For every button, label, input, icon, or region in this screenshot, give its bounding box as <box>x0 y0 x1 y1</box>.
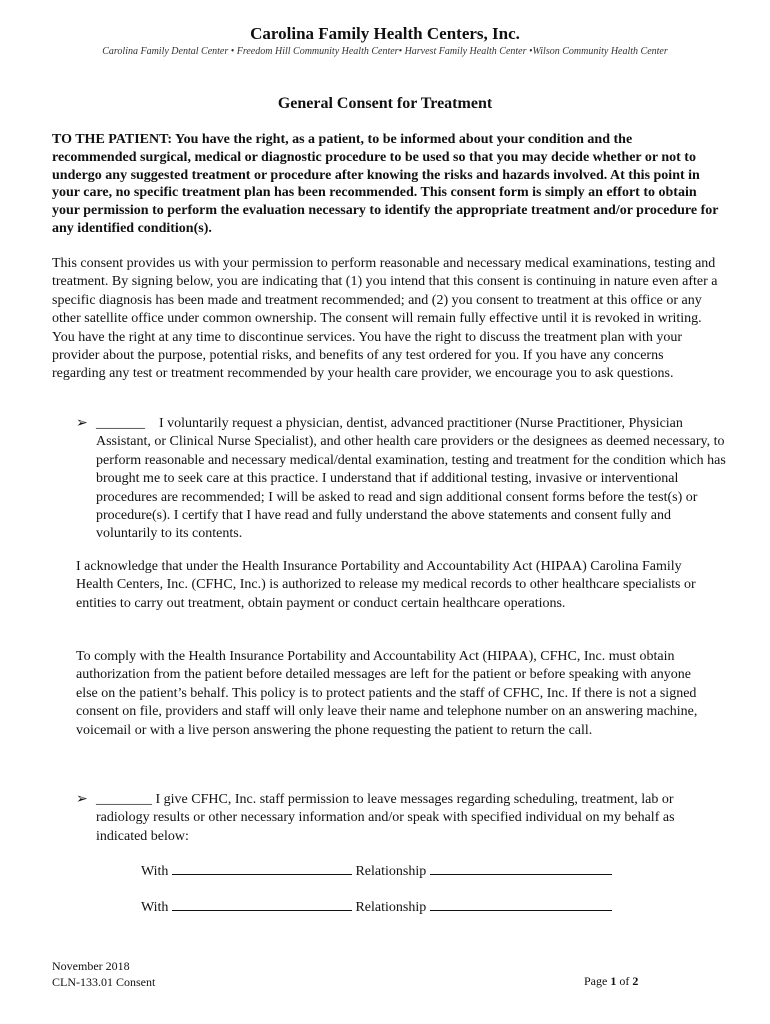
hipaa-release-paragraph: I acknowledge that under the Health Insurance Portability and Accountability Act (HIPAA) Carolina Family Health Centers, Inc. (CFHC, Inc.) is authorized to release my medical records to other healthcare specialists or entities to carry out treatment, obtain payment or conduct certain healthcare operations. <box>76 559 696 611</box>
organization-name: Carolina Family Health Centers, Inc. <box>250 24 520 43</box>
patient-rights-notice: TO THE PATIENT: You have the right, as a patient, to be informed about your condition and the recommended surgical, medical or diagnostic procedure to be used so that you may decide whether or not to undergo any suggested treatment or procedure after knowing the risks and hazards involved. At this point in your care, no specific treatment plan has been recommended. This consent form is simply an effort to obtain your permission to perform the evaluation necessary to identify the appropriate treatment and/or procedure for any identified condition(s). <box>52 132 719 236</box>
contact-row <box>141 862 612 880</box>
footer-info <box>52 958 155 990</box>
revision-date: November 2018 <box>52 959 130 973</box>
page-current: 1 <box>610 974 617 988</box>
relationship-field[interactable] <box>430 898 612 911</box>
contact-row <box>141 898 612 916</box>
hipaa-messages-paragraph: To comply with the Health Insurance Portability and Accountability Act (HIPAA), CFHC, Inc. must obtain authorization from the patient before detailed messages are left for the patient or before speaking with anyone else on the patient’s behalf. This policy is to protect patients and the staff of CFHC, Inc. If there is not a signed consent on file, providers and staff will only leave their name and telephone number on an answering machine, voicemail or with a live person answering the phone requesting the patient to return the call. <box>76 649 698 738</box>
relationship-label: Relationship <box>355 864 427 879</box>
relationship-field[interactable] <box>430 862 612 875</box>
message-permission-text: I give CFHC, Inc. staff permission to leave messages regarding scheduling, treatment, lab or radiology results or other necessary information and/or speak with specified individual on my behalf as indicated below: <box>96 792 675 844</box>
relationship-label: Relationship <box>355 900 427 915</box>
treatment-consent-item <box>76 415 726 544</box>
consent-paragraph: This consent provides us with your permission to perform reasonable and necessary medical examinations, testing and treatment. By signing below, you are indicating that (1) you intend that this consent is continuing in nature even after a specific diagnosis has been made and treatment recommended; and (2) you consent to treatment at this office or any other satellite office under common ownership. The consent will remain fully effective until it is revoked in writing. You have the right at any time to discontinue services. You have the right to discuss the treatment plan with your provider about the purpose, potential risks, and benefits of any test ordered for you. If you have any concerns regarding any test or treatment recommended by your health care provider, we encourage you to ask questions. <box>52 256 718 382</box>
form-id: CLN-133.01 Consent <box>52 975 156 989</box>
document-title: General Consent for Treatment <box>277 95 493 112</box>
with-label: With <box>141 900 169 915</box>
treatment-initials-blank[interactable]: _______ <box>96 416 145 431</box>
message-permission-item <box>76 791 726 846</box>
arrow-bullet-icon: ➢ <box>76 792 88 807</box>
arrow-bullet-icon: ➢ <box>76 416 88 431</box>
page-total: 2 <box>632 974 639 988</box>
with-name-field[interactable] <box>172 898 352 911</box>
page-number: Page 1 of 2 <box>584 974 639 988</box>
message-initials-blank[interactable]: ________ <box>96 792 152 807</box>
with-name-field[interactable] <box>172 862 352 875</box>
subsidiary-centers: Carolina Family Dental Center • Freedom Hill Community Health Center• Harvest Family Health Center •Wilson Community Health Center <box>102 46 668 57</box>
treatment-consent-text: I voluntarily request a physician, dentist, advanced practitioner (Nurse Practitioner, Physician Assistant, or Clinical Nurse Specialist), and other health care providers or the designees as deemed necessary, to perform reasonable and necessary medical/dental examination, testing and treatment for the condition which has brought me to seek care at this practice. I understand that if additional testing, invasive or interventional procedures are recommended; I will be asked to read and sign additional consent forms before the test(s) or procedure(s). I certify that I have read and fully understand the above statements and consent fully and voluntarily to its contents. <box>96 416 726 542</box>
with-label: With <box>141 864 169 879</box>
